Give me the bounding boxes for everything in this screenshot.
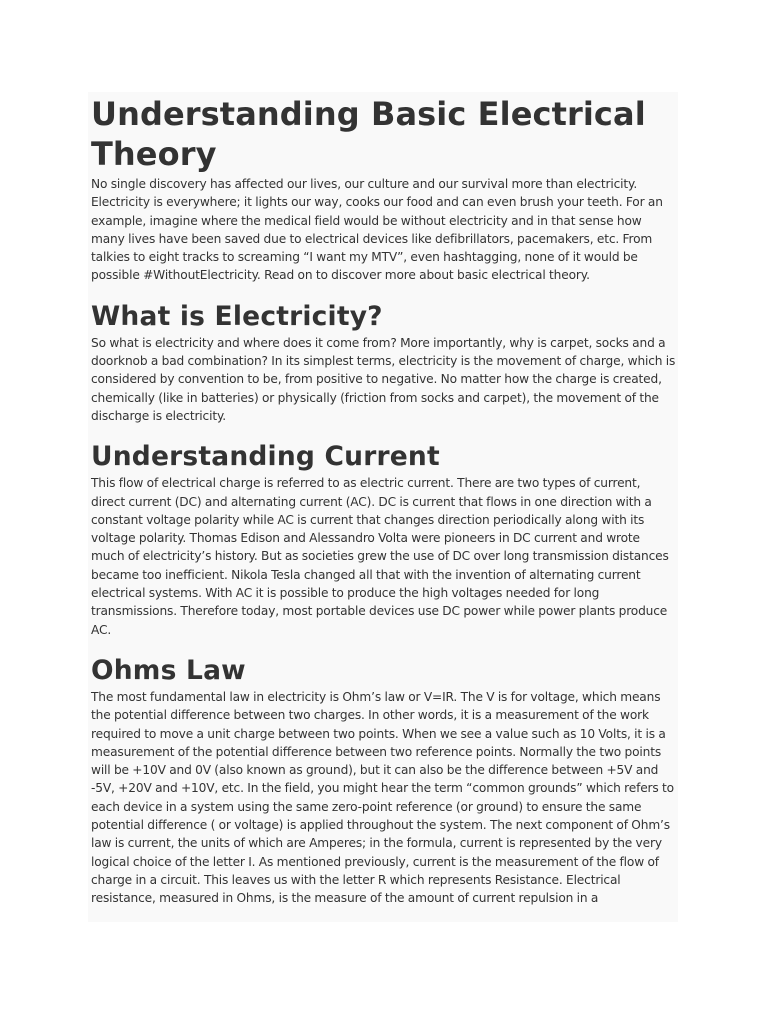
section-heading-ohms-law: Ohms Law	[91, 654, 246, 686]
section-paragraph-what-is-electricity: So what is electricity and where does it come from? More importantly, why is carpet, socks and a doorknob a bad combination? In its simplest terms, electricity is the movement of charge, which is considered by convention to be, from positive to negative. No matter how the charge is created, chemically (like in batteries) or physically (friction from socks and carpet), the movement of the discharge is electricity.	[91, 335, 676, 423]
section-paragraph-understanding-current: This flow of electrical charge is referred to as electric current. There are two types of current, direct current (DC) and alternating current (AC). DC is current that flows in one direction with a constant voltage polarity while AC is current that changes direction periodically along with its voltage polarity. Thomas Edison and Alessandro Volta were pioneers in DC current and wrote much of electricity’s history. But as societies grew the use of DC over long transmission distances became too inefficient. Nikola Tesla changed all that with the invention of alternating current electrical systems. With AC it is possible to produce the high voltages needed for long transmissions. Therefore today, most portable devices use DC power while power plants produce AC.	[91, 476, 669, 637]
section-heading-what-is-electricity: What is Electricity?	[91, 300, 383, 332]
section-heading-understanding-current: Understanding Current	[91, 441, 440, 473]
section-paragraph-ohms-law: The most fundamental law in electricity is Ohm’s law or V=IR. The V is for voltage, which means the potential difference between two charges. In other words, it is a measurement of the work required to move a unit charge between two points. When we see a value such as 10 Volts, it is a measurement of the potential difference between two reference points. Normally the two points will be +10V and 0V (also known as ground), but it can also be the difference between +5V and -5V, +20V and +10V, etc. In the field, you might hear the term “common grounds” which refers to each device in a system using the same zero-point reference (or ground) to ensure the same potential difference ( or voltage) is applied throughout the system. The next component of Ohm’s law is current, the units of which are Amperes; in the formula, current is represented by the very logical choice of the letter I. As mentioned previously, current is the measurement of the flow of charge in a circuit. This leaves us with the letter R which represents Resistance. Electrical resistance, measured in Ohms, is the measure of the amount of current repulsion in a	[91, 689, 674, 906]
article-body	[88, 94, 678, 908]
document-page	[88, 92, 678, 922]
intro-paragraph: No single discovery has affected our lives, our culture and our survival more than electricity. Electricity is everywhere; it lights our way, cooks our food and can even brush your teeth. For an example, imagine where the medical field would be without electricity and in that sense how many lives have been saved due to electrical devices like defibrillators, pacemakers, etc. From talkies to eight tracks to screaming “I want my MTV”, even hashtagging, none of it would be possible #WithoutElectricity. Read on to discover more about basic electrical theory.	[91, 177, 663, 283]
article-title: Understanding Basic Electrical Theory	[91, 95, 646, 173]
